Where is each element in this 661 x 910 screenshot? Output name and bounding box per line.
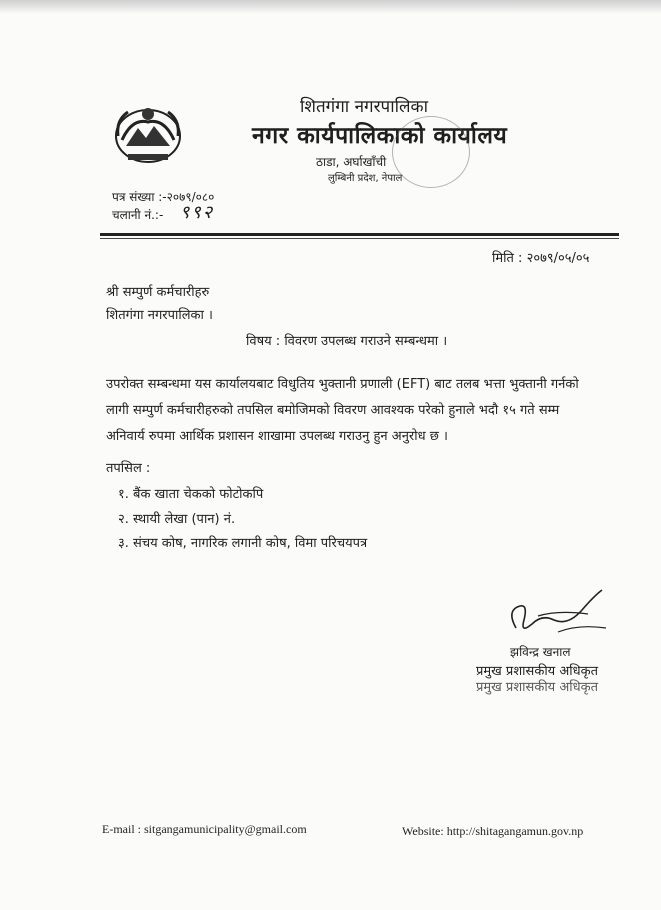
- letter-date: [492, 248, 589, 266]
- office-title: नगर कार्यपालिकाको कार्यालय: [252, 123, 508, 149]
- tapasil-item: २. स्थायी लेखा (पान) नं.: [118, 512, 236, 527]
- tapasil-label: तपसिल :: [106, 461, 151, 476]
- patra-label: पत्र संख्या :-: [112, 190, 167, 204]
- signatory-designation: प्रमुख प्रशासकीय अधिकृत: [476, 664, 599, 679]
- footer-website: Website: http://shitagangamun.gov.np: [402, 824, 584, 838]
- subject-text: विवरण उपलब्ध गराउने सम्बन्धमा ।: [284, 334, 448, 349]
- municipality-name: शितगंगा नगरपालिका: [300, 97, 429, 117]
- patra-value: २०७९/०८०: [166, 190, 215, 204]
- scan-edge: [0, 0, 661, 14]
- subject-line: [246, 331, 447, 349]
- chalani-number: ९९२: [180, 202, 215, 223]
- subject-label: विषय :: [246, 334, 281, 349]
- office-location: ठाडा, अर्घाखाँची: [316, 155, 387, 169]
- chalani-label: चलानी नं.:-: [112, 208, 164, 222]
- body-line-1: उपरोक्त सम्बन्धमा यस कार्यालयबाट विधुतिय भुक्तानी प्रणाली (EFT) बाट तलब भत्ता भुक्तानी गर्नको: [106, 377, 579, 392]
- tapasil-item: १. बैंक खाता चेकको फोटोकपि: [118, 487, 264, 502]
- footer-email: E-mail : sitgangamunicipality@gmail.com: [102, 822, 307, 836]
- letter-body: [106, 372, 626, 450]
- office-seal-stamp: [392, 116, 470, 188]
- header-rule-thin: [100, 238, 619, 239]
- recipient-line-2: शितगंगा नगरपालिका ।: [106, 308, 213, 323]
- date-label: मिति :: [492, 251, 523, 266]
- recipient-line-1: श्री सम्पुर्ण कर्मचारीहरु: [106, 285, 210, 300]
- body-line-2: लागी सम्पुर्ण कर्मचारीहरुको तपसिल बमोजिमको विवरण आवश्यक परेको हुनाले भदौ १५ गते सम्म: [106, 403, 560, 418]
- signatory-name: झविन्द्र खनाल: [510, 645, 571, 659]
- header-rule: [100, 233, 619, 236]
- tapasil-item: ३. संचय कोष, नागरिक लगानी कोष, विमा परिचयपत्र: [118, 536, 368, 551]
- body-line-3: अनिवार्य रुपमा आर्थिक प्रशासन शाखामा उपलब्ध गराउनु हुन अनुरोध छ ।: [106, 429, 448, 444]
- handwritten-signature: [498, 580, 616, 646]
- office-province: लुम्बिनी प्रदेश, नेपाल: [328, 173, 403, 184]
- date-value: २०७९/०५/०५: [526, 251, 590, 266]
- designation-stamp: प्रमुख प्रशासकीय अधिकृत: [476, 680, 599, 695]
- nepal-emblem-icon: [112, 100, 184, 166]
